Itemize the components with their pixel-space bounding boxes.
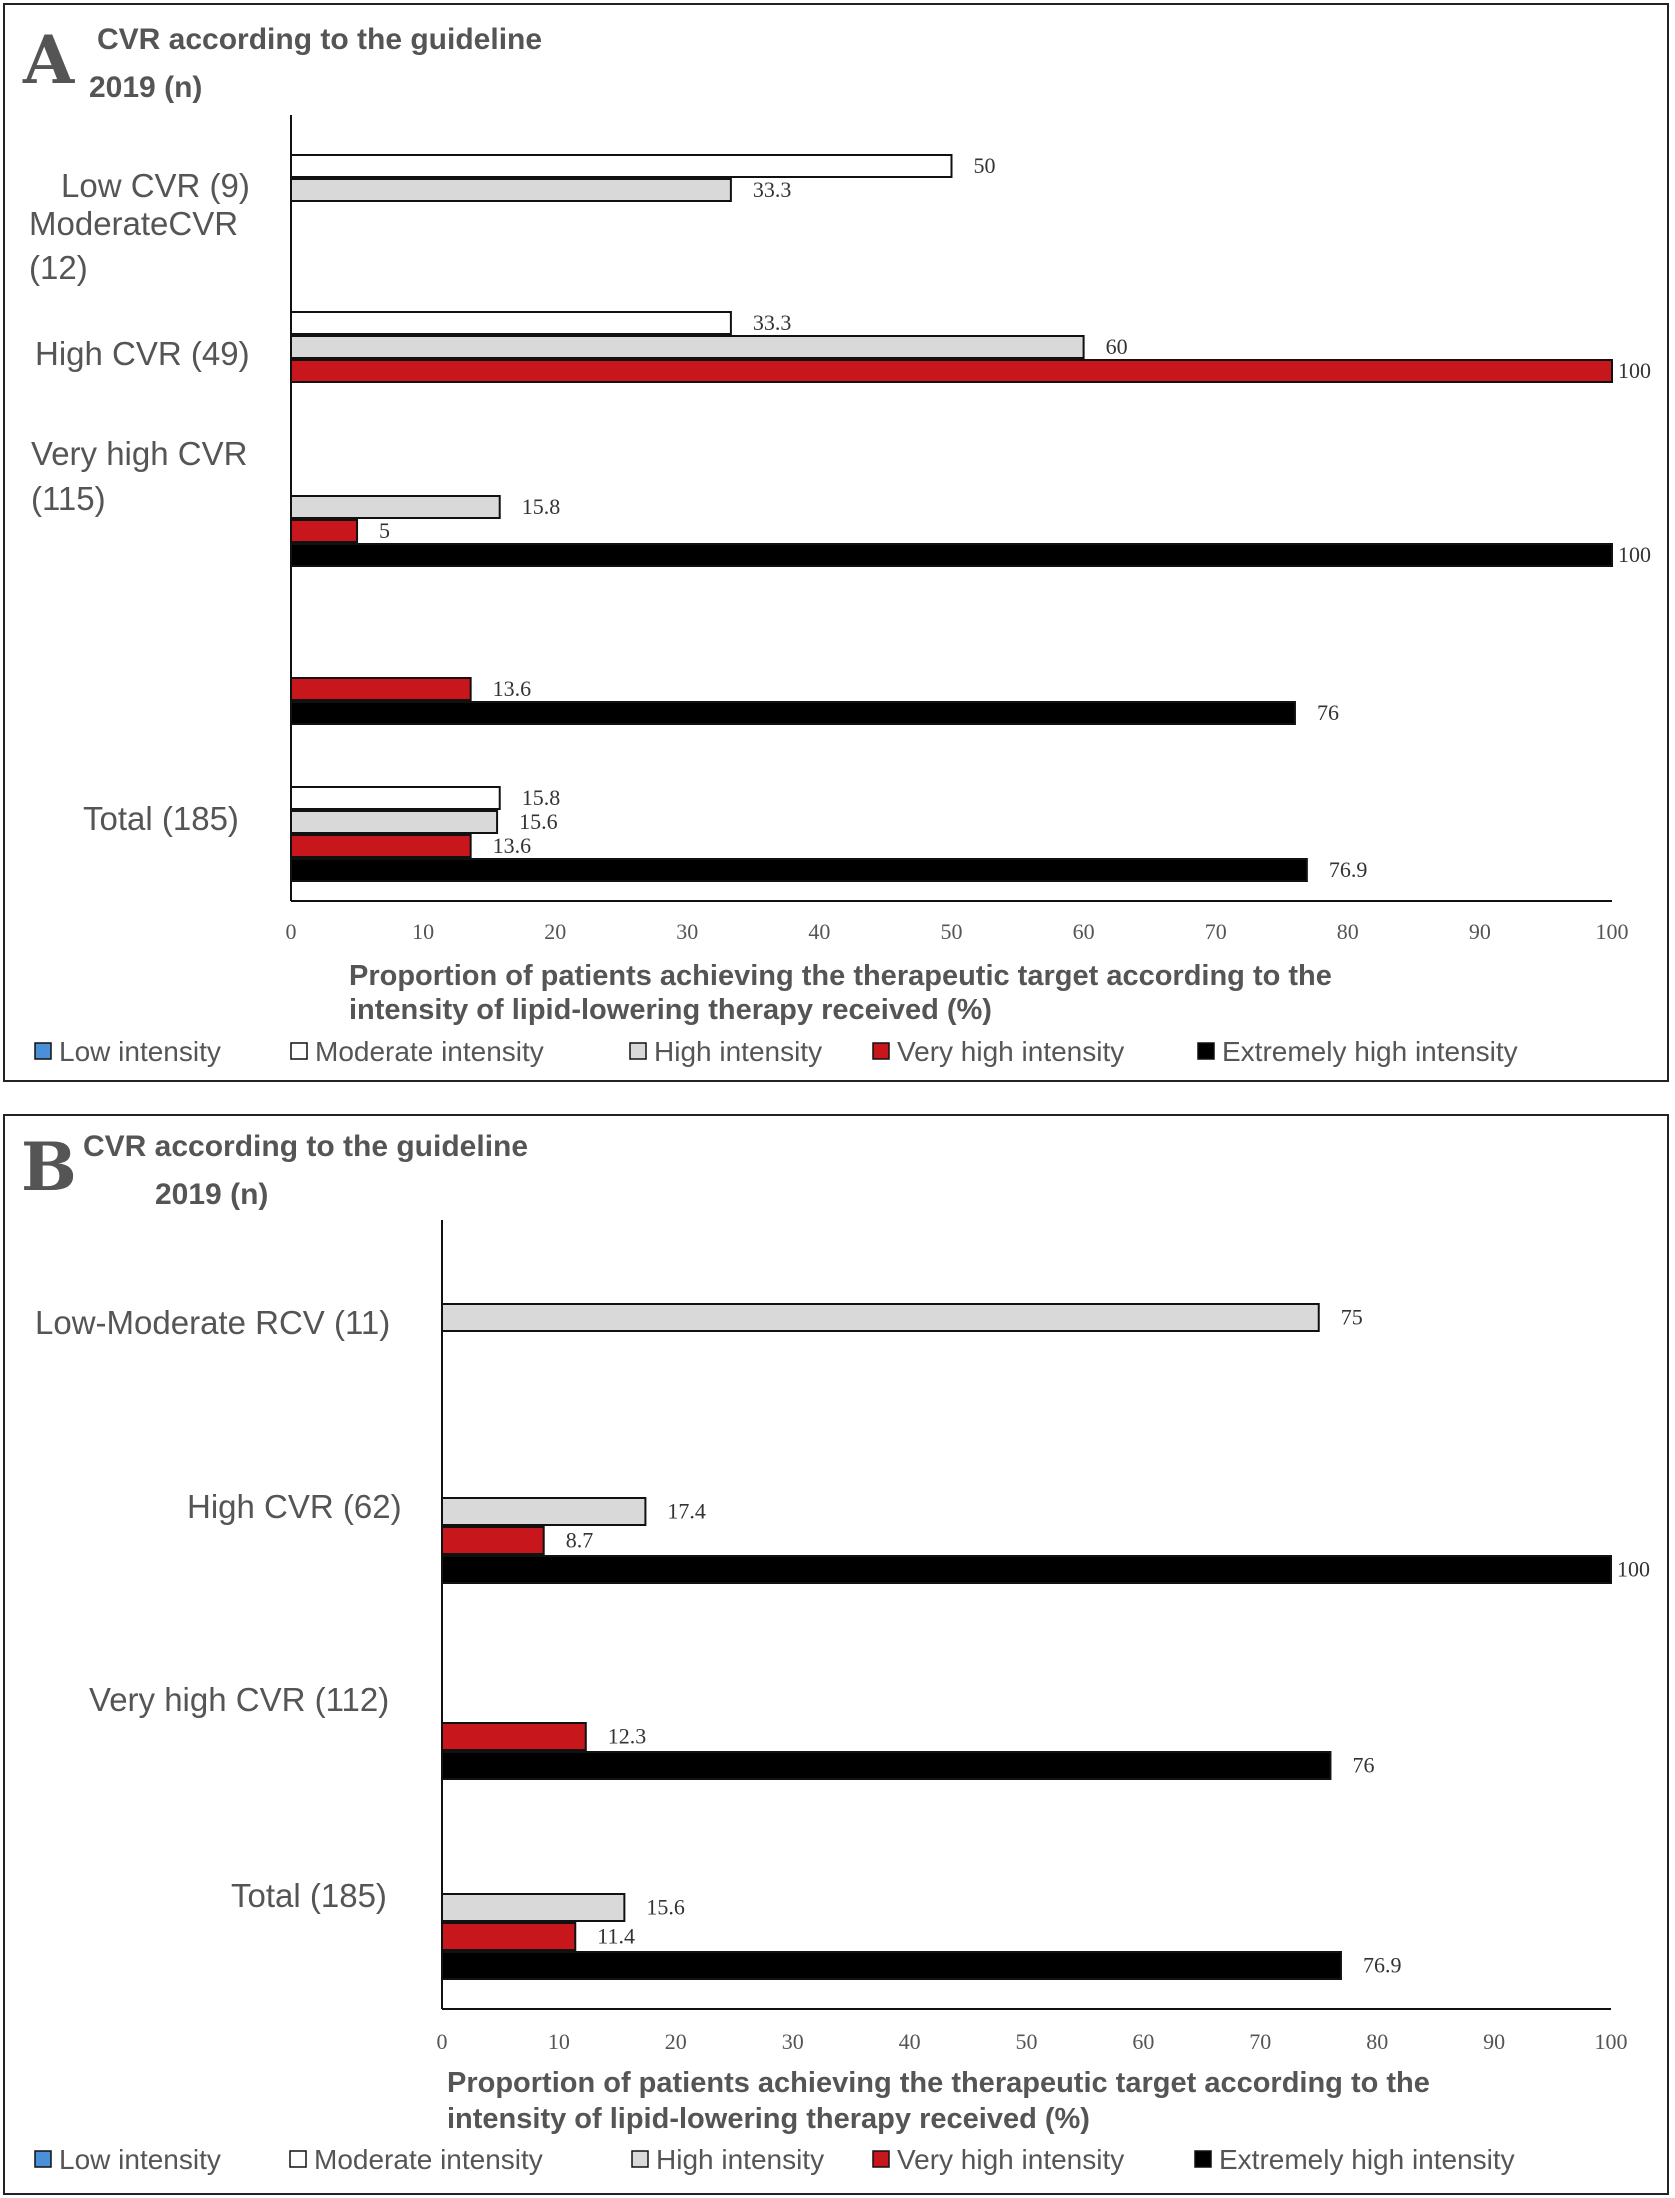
x-tick-label: 30 — [676, 919, 699, 944]
category-label: ModerateCVR — [29, 205, 239, 242]
bar-value-label: 60 — [1105, 334, 1128, 359]
category-label: Very high CVR — [31, 435, 248, 472]
legend-swatch — [873, 1043, 889, 1059]
bar-value-label: 76.9 — [1328, 857, 1368, 882]
legend-label: High intensity — [656, 2144, 825, 2175]
bar-value-label: 100 — [1618, 358, 1651, 383]
legend-label: Extremely high intensity — [1219, 2144, 1515, 2175]
bar-value-label: 13.6 — [492, 676, 532, 701]
bar — [291, 811, 497, 833]
bar — [442, 1952, 1341, 1979]
bar-value-label: 76.9 — [1362, 1952, 1402, 1978]
bar-value-label: 13.6 — [492, 833, 532, 858]
bar-value-label: 11.4 — [597, 1923, 635, 1949]
category-label: High CVR (62) — [187, 1488, 402, 1525]
x-axis-title-line: Proportion of patients achieving the therapeutic target according to the — [447, 2067, 1430, 2099]
bar-value-label: 100 — [1618, 542, 1651, 567]
legend-swatch — [873, 2151, 889, 2167]
bar-value-label: 15.6 — [519, 809, 558, 834]
chart-heading-line: CVR according to the guideline — [83, 1130, 529, 1163]
x-tick-label: 70 — [1204, 919, 1227, 944]
legend-label: Extremely high intensity — [1222, 1036, 1518, 1067]
bar-value-label: 15.6 — [646, 1894, 685, 1920]
bar — [291, 496, 500, 518]
x-axis-title-line: intensity of lipid-lowering therapy received (%) — [447, 2103, 1090, 2135]
bar — [291, 835, 471, 857]
bar-value-label: 17.4 — [667, 1498, 706, 1524]
x-tick-label: 90 — [1468, 919, 1491, 944]
legend-label: Moderate intensity — [315, 1036, 544, 1067]
x-tick-label: 20 — [664, 2029, 687, 2054]
chart-b-svg — [5, 1116, 1667, 2193]
x-tick-label: 100 — [1594, 2029, 1628, 2054]
chart-a-svg — [5, 5, 1667, 1080]
x-tick-label: 100 — [1595, 919, 1629, 944]
bar — [442, 1498, 645, 1525]
legend-label: High intensity — [654, 1036, 823, 1067]
x-tick-label: 70 — [1249, 2029, 1272, 2054]
bar-value-label: 5 — [379, 518, 391, 543]
bar — [291, 336, 1084, 358]
category-label: High CVR (49) — [35, 335, 250, 372]
bar — [442, 1556, 1611, 1583]
chart-heading-line: CVR according to the guideline — [97, 23, 543, 56]
bar — [442, 1527, 544, 1554]
x-tick-label: 10 — [547, 2029, 570, 2054]
x-tick-label: 60 — [1132, 2029, 1155, 2054]
bar — [291, 360, 1612, 382]
category-label: Total (185) — [83, 800, 239, 837]
category-label: (12) — [29, 249, 88, 286]
chart-heading-line: 2019 (n) — [89, 71, 203, 104]
category-label: Total (185) — [231, 1877, 387, 1914]
bar-value-label: 76 — [1352, 1752, 1375, 1778]
bar-value-label: 15.8 — [521, 494, 561, 519]
legend-swatch — [35, 2151, 51, 2167]
bar — [291, 520, 357, 542]
bar-value-label: 76 — [1316, 700, 1339, 725]
legend-swatch — [630, 1043, 646, 1059]
x-tick-label: 0 — [285, 919, 297, 944]
x-tick-label: 10 — [412, 919, 435, 944]
x-tick-label: 80 — [1336, 919, 1359, 944]
x-tick-label: 50 — [1015, 2029, 1038, 2054]
x-tick-label: 80 — [1366, 2029, 1389, 2054]
chart-panel-a — [3, 3, 1669, 1082]
chart-panel-b — [3, 1114, 1669, 2195]
x-tick-label: 0 — [436, 2029, 448, 2054]
bar — [291, 678, 471, 700]
bar — [442, 1752, 1330, 1779]
bar-value-label: 12.3 — [607, 1723, 647, 1749]
bar — [291, 179, 731, 201]
bar — [442, 1894, 624, 1921]
legend-swatch — [632, 2151, 648, 2167]
x-tick-label: 40 — [808, 919, 831, 944]
legend-swatch — [35, 1043, 51, 1059]
x-tick-label: 40 — [898, 2029, 921, 2054]
legend-swatch — [1198, 1043, 1214, 1059]
bar-value-label: 100 — [1617, 1556, 1650, 1582]
bar — [291, 702, 1295, 724]
legend-label: Low intensity — [59, 1036, 221, 1067]
category-label: (115) — [31, 480, 106, 517]
panel-letter: B — [21, 1128, 77, 1206]
category-label: Very high CVR (112) — [89, 1681, 390, 1718]
legend-label: Very high intensity — [897, 2144, 1125, 2175]
category-label: Low CVR (9) — [61, 167, 250, 204]
panel-letter: A — [23, 21, 75, 99]
legend-swatch — [1195, 2151, 1211, 2167]
x-axis-title-line: intensity of lipid-lowering therapy received (%) — [349, 994, 992, 1026]
bar-value-label: 33.3 — [752, 177, 792, 202]
x-tick-label: 20 — [544, 919, 567, 944]
legend-label: Moderate intensity — [314, 2144, 543, 2175]
bar — [291, 155, 952, 177]
bar-value-label: 75 — [1340, 1304, 1363, 1330]
x-tick-label: 60 — [1072, 919, 1095, 944]
bar — [291, 859, 1307, 881]
legend-swatch — [291, 1043, 307, 1059]
bar — [291, 544, 1612, 566]
x-tick-label: 30 — [781, 2029, 804, 2054]
bar — [442, 1304, 1319, 1331]
legend-swatch — [290, 2151, 306, 2167]
bar — [442, 1923, 575, 1950]
bar — [291, 312, 731, 334]
bar-value-label: 33.3 — [752, 310, 792, 335]
legend-label: Very high intensity — [897, 1036, 1125, 1067]
bar-value-label: 15.8 — [521, 785, 561, 810]
legend-label: Low intensity — [59, 2144, 221, 2175]
bar — [442, 1723, 586, 1750]
x-tick-label: 50 — [940, 919, 963, 944]
chart-heading-line: 2019 (n) — [155, 1178, 269, 1211]
bar — [291, 787, 500, 809]
bar-value-label: 50 — [973, 153, 996, 178]
x-tick-label: 90 — [1483, 2029, 1506, 2054]
category-label: Low-Moderate RCV (11) — [35, 1304, 391, 1341]
bar-value-label: 8.7 — [565, 1527, 594, 1553]
x-axis-title-line: Proportion of patients achieving the therapeutic target according to the — [349, 960, 1332, 992]
